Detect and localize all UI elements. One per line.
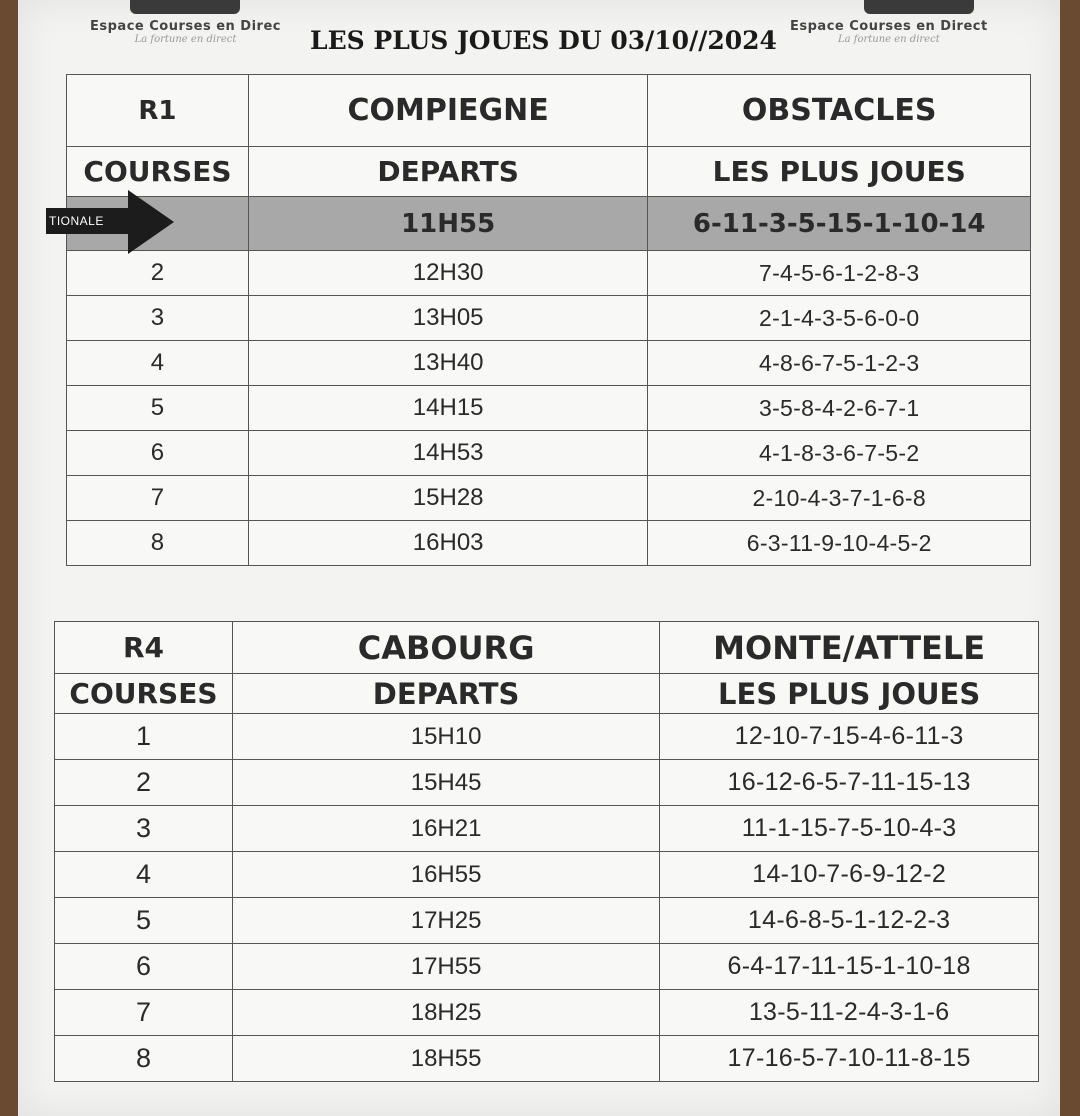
race-table-r1 — [66, 74, 1031, 566]
departure-time: 12H30 — [248, 251, 648, 296]
most-played: 3-5-8-4-2-6-7-1 — [648, 386, 1031, 431]
course-number: 6 — [67, 431, 249, 476]
table-row — [55, 990, 1039, 1036]
discipline-label: MONTE/ATTELE — [660, 622, 1039, 674]
logo-mark-icon — [130, 0, 240, 14]
table-row — [67, 341, 1031, 386]
most-played: 4-8-6-7-5-1-2-3 — [648, 341, 1031, 386]
col-courses: COURSES — [55, 674, 233, 714]
most-played: 14-6-8-5-1-12-2-3 — [660, 898, 1039, 944]
course-number: 6 — [55, 944, 233, 990]
departure-time: 18H25 — [232, 990, 659, 1036]
table-row — [55, 806, 1039, 852]
most-played: 11-1-15-7-5-10-4-3 — [660, 806, 1039, 852]
most-played: 17-16-5-7-10-11-8-15 — [660, 1036, 1039, 1082]
discipline-label: OBSTACLES — [648, 75, 1031, 147]
most-played: 6-4-17-11-15-1-10-18 — [660, 944, 1039, 990]
table-row — [67, 197, 1031, 251]
course-number: 8 — [67, 521, 249, 566]
course-number: 3 — [55, 806, 233, 852]
logo-right-tagline: La fortune en direct — [837, 34, 940, 45]
col-picks: LES PLUS JOUES — [660, 674, 1039, 714]
table-row — [67, 476, 1031, 521]
table-header-row — [55, 622, 1039, 674]
departure-time: 14H15 — [248, 386, 648, 431]
hippodrome-label: CABOURG — [232, 622, 659, 674]
page-title: LES PLUS JOUES DU 03/10//2024 — [310, 26, 777, 55]
most-played: 7-4-5-6-1-2-8-3 — [648, 251, 1031, 296]
departure-time: 17H55 — [232, 944, 659, 990]
course-number: 4 — [55, 852, 233, 898]
departure-time: 13H40 — [248, 341, 648, 386]
hippodrome-label: COMPIEGNE — [248, 75, 648, 147]
col-courses: COURSES — [67, 147, 249, 197]
table-row — [55, 1036, 1039, 1082]
most-played: 2-10-4-3-7-1-6-8 — [648, 476, 1031, 521]
departure-time: 16H21 — [232, 806, 659, 852]
departure-time: 16H55 — [232, 852, 659, 898]
course-number: 7 — [67, 476, 249, 521]
col-picks: LES PLUS JOUES — [648, 147, 1031, 197]
most-played: 6-3-11-9-10-4-5-2 — [648, 521, 1031, 566]
table-row — [55, 714, 1039, 760]
departure-time: 17H25 — [232, 898, 659, 944]
departure-time: 15H10 — [232, 714, 659, 760]
race-table-r4 — [54, 621, 1039, 1082]
table-row — [55, 944, 1039, 990]
column-header-row — [67, 147, 1031, 197]
reunion-label: R4 — [55, 622, 233, 674]
departure-time: 16H03 — [248, 521, 648, 566]
departure-time: 15H45 — [232, 760, 659, 806]
table-row — [55, 852, 1039, 898]
most-played: 14-10-7-6-9-12-2 — [660, 852, 1039, 898]
course-number: 2 — [55, 760, 233, 806]
logo-mark-icon — [864, 0, 974, 14]
most-played: 12-10-7-15-4-6-11-3 — [660, 714, 1039, 760]
table-row — [67, 431, 1031, 476]
logo-left-name: Espace Courses en Direc — [90, 19, 281, 34]
departure-time: 13H05 — [248, 296, 648, 341]
most-played: 4-1-8-3-6-7-5-2 — [648, 431, 1031, 476]
most-played: 13-5-11-2-4-3-1-6 — [660, 990, 1039, 1036]
departure-time: 14H53 — [248, 431, 648, 476]
departure-time: 11H55 — [248, 197, 648, 251]
course-number: 7 — [55, 990, 233, 1036]
course-number: 1 — [55, 714, 233, 760]
most-played: 2-1-4-3-5-6-0-0 — [648, 296, 1031, 341]
logo-left — [90, 0, 281, 45]
table-row — [67, 386, 1031, 431]
course-number: 4 — [67, 341, 249, 386]
table-row — [67, 251, 1031, 296]
table-row — [55, 760, 1039, 806]
most-played: 16-12-6-5-7-11-15-13 — [660, 760, 1039, 806]
table-row — [67, 521, 1031, 566]
course-number: 3 — [67, 296, 249, 341]
reunion-label: R1 — [67, 75, 249, 147]
table-row — [55, 898, 1039, 944]
table-row — [67, 296, 1031, 341]
logo-left-tagline: La fortune en direct — [134, 34, 237, 45]
course-number: 5 — [67, 386, 249, 431]
logo-right — [790, 0, 988, 45]
departure-time: 15H28 — [248, 476, 648, 521]
logo-right-name: Espace Courses en Direct — [790, 19, 988, 34]
course-number: 5 — [55, 898, 233, 944]
table-header-row — [67, 75, 1031, 147]
departure-time: 18H55 — [232, 1036, 659, 1082]
col-departs: DEPARTS — [232, 674, 659, 714]
course-number: 8 — [55, 1036, 233, 1082]
column-header-row — [55, 674, 1039, 714]
most-played: 6-11-3-5-15-1-10-14 — [648, 197, 1031, 251]
arrow-icon — [46, 190, 176, 254]
arrow-label: TIONALE — [49, 214, 104, 228]
course-number: 2 — [67, 251, 249, 296]
col-departs: DEPARTS — [248, 147, 648, 197]
